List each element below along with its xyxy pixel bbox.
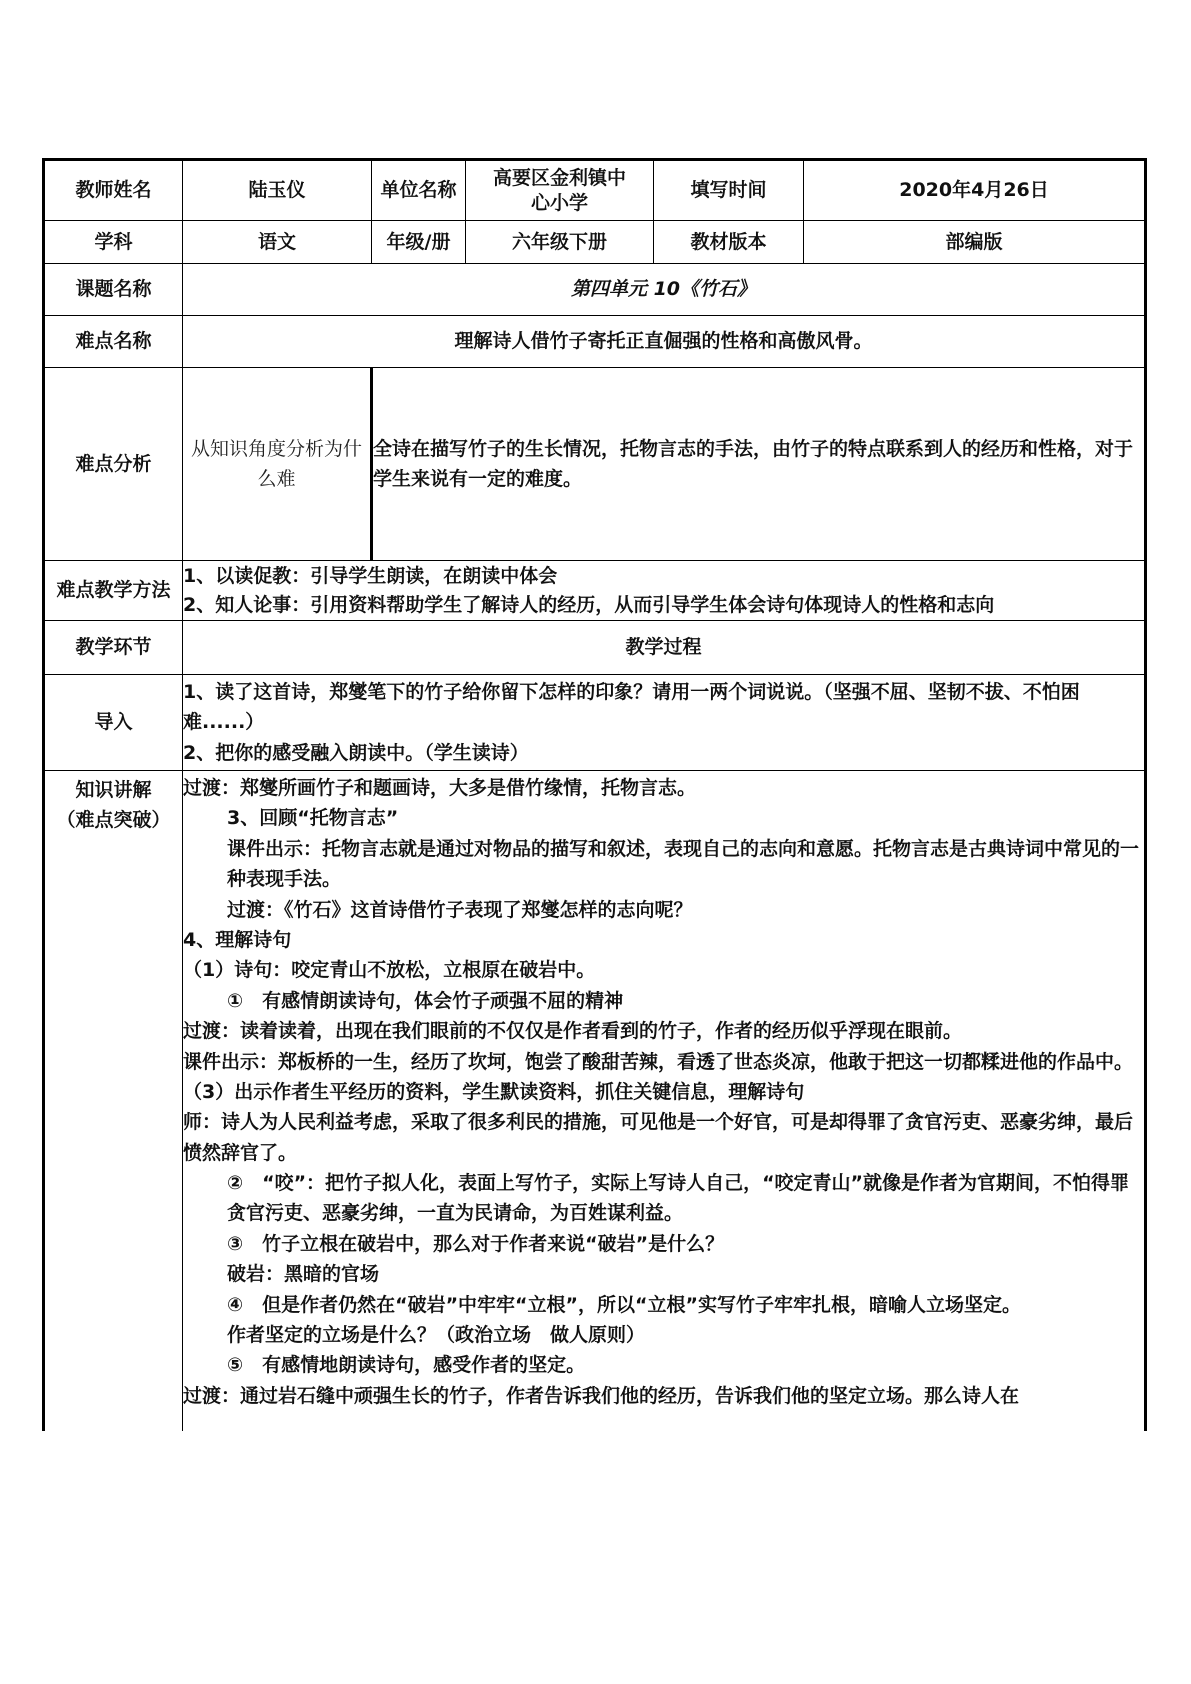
row-process-header: [44, 621, 1146, 675]
row-intro: [44, 675, 1146, 771]
knowledge-line: ② “咬”：把竹子拟人化，表面上写竹子，实际上写诗人自己，“咬定青山”就像是作者为官期间，不怕得罪贪官污吏、恶豪劣绅，一直为民请命，为百姓谋利益。: [227, 1172, 1130, 1225]
knowledge-line: 课件出示：托物言志就是通过对物品的描写和叙述，表现自己的志向和意愿。托物言志是古典诗词中常见的一种表现手法。: [227, 837, 1140, 891]
unit-name-label: 单位名称: [372, 160, 466, 221]
subject-value: 语文: [183, 221, 372, 264]
analysis-perspective: 从知识角度分析为什么难: [183, 368, 372, 561]
grade-label: 年级/册: [372, 221, 466, 264]
subject-label: 学科: [44, 221, 183, 264]
row-teacher-info: [44, 160, 1146, 221]
knowledge-line: ① 有感情朗读诗句，体会竹子顽强不屈的精神: [227, 989, 624, 1012]
teaching-method-body: [183, 561, 1146, 621]
intro-label: 导入: [44, 675, 183, 771]
row-difficulty-name: [44, 316, 1146, 368]
method-line: 1、以读促教：引导学生朗读，在朗读中体会: [183, 565, 558, 587]
knowledge-line: 过渡：通过岩石缝中顽强生长的竹子，作者告诉我们他的经历，告诉我们他的坚定立场。那么诗人在: [183, 1384, 1020, 1407]
teacher-name-label: 教师姓名: [44, 160, 183, 221]
lesson-title-label: 课题名称: [44, 264, 183, 316]
teaching-method-label: 难点教学方法: [44, 561, 183, 621]
knowledge-label-line2: （难点突破）: [56, 809, 171, 832]
fill-time-label: 填写时间: [654, 160, 804, 221]
intro-line: 2、把你的感受融入朗读中。（学生读诗）: [183, 741, 529, 764]
knowledge-line: 过渡：郑燮所画竹子和题画诗，大多是借竹缘情，托物言志。: [183, 777, 697, 799]
knowledge-line: 师：诗人为人民利益考虑，采取了很多利民的措施，可见他是一个好官，可是却得罪了贪官污吏、恶豪劣绅，最后愤然辞官了。: [183, 1111, 1134, 1164]
teaching-process-label: 教学过程: [183, 621, 1146, 675]
row-knowledge: [44, 771, 1146, 1431]
knowledge-line: 过渡：《竹石》这首诗借竹子表现了郑燮怎样的志向呢？: [227, 898, 693, 921]
grade-value: 六年级下册: [466, 221, 654, 264]
row-subject-info: [44, 221, 1146, 264]
edition-value: 部编版: [804, 221, 1146, 264]
method-line: 2、知人论事：引用资料帮助学生了解诗人的经历，从而引导学生体会诗句体现诗人的性格和志向: [183, 593, 995, 616]
knowledge-line: 课件出示：郑板桥的一生，经历了坎坷，饱尝了酸甜苦辣，看透了世态炎凉，他敢于把这一切都糅进他的作品中。: [183, 1050, 1134, 1073]
difficulty-name-label: 难点名称: [44, 316, 183, 368]
difficulty-name-value: 理解诗人借竹子寄托正直倔强的性格和高傲风骨。: [183, 316, 1146, 368]
teaching-stage-label: 教学环节: [44, 621, 183, 675]
knowledge-line: 4、理解诗句: [183, 928, 292, 951]
knowledge-line: 作者坚定的立场是什么？（政治立场 做人原则）: [227, 1324, 646, 1347]
knowledge-line: ③ 竹子立根在破岩中，那么对于作者来说“破岩”是什么？: [227, 1232, 725, 1255]
fill-time-value: 2020年4月26日: [804, 160, 1146, 221]
knowledge-line: （1）诗句：咬定青山不放松，立根原在破岩中。: [183, 959, 596, 982]
intro-body: [183, 675, 1146, 771]
analysis-body: 全诗在描写竹子的生长情况，托物言志的手法，由竹子的特点联系到人的经历和性格，对于学生来说有一定的难度。: [372, 368, 1146, 561]
lesson-title-value: 第四单元 10《竹石》: [183, 264, 1146, 316]
intro-line: 1、读了这首诗，郑燮笔下的竹子给你留下怎样的印象？请用一两个词说说。（坚强不屈、坚韧不拔、不怕困难......）: [183, 680, 1080, 734]
knowledge-line: ④ 但是作者仍然在“破岩”中牢牢“立根”，所以“立根”实写竹子牢牢扎根，暗喻人立场坚定。: [227, 1293, 1022, 1316]
knowledge-label: [44, 771, 183, 1431]
knowledge-line: 3、回顾“托物言志”: [227, 807, 399, 830]
edition-label: 教材版本: [654, 221, 804, 264]
knowledge-line: 过渡：读着读着，出现在我们眼前的不仅仅是作者看到的竹子，作者的经历似乎浮现在眼前。: [183, 1020, 963, 1043]
knowledge-line: （3）出示作者生平经历的资料，学生默读资料，抓住关键信息，理解诗句: [183, 1080, 805, 1103]
difficulty-analysis-label: 难点分析: [44, 368, 183, 561]
knowledge-line: 破岩：黑暗的官场: [227, 1263, 380, 1286]
teacher-name-value: 陆玉仪: [183, 160, 372, 221]
knowledge-body: [183, 771, 1146, 1431]
row-lesson-title: [44, 264, 1146, 316]
knowledge-label-line1: 知识讲解: [75, 779, 152, 801]
row-teaching-method: [44, 561, 1146, 621]
knowledge-line: ⑤ 有感情地朗读诗句，感受作者的坚定。: [227, 1354, 586, 1377]
lesson-plan-table: [42, 158, 1147, 1431]
unit-name-value: 高要区金利镇中心小学: [466, 160, 654, 221]
row-difficulty-analysis: [44, 368, 1146, 561]
